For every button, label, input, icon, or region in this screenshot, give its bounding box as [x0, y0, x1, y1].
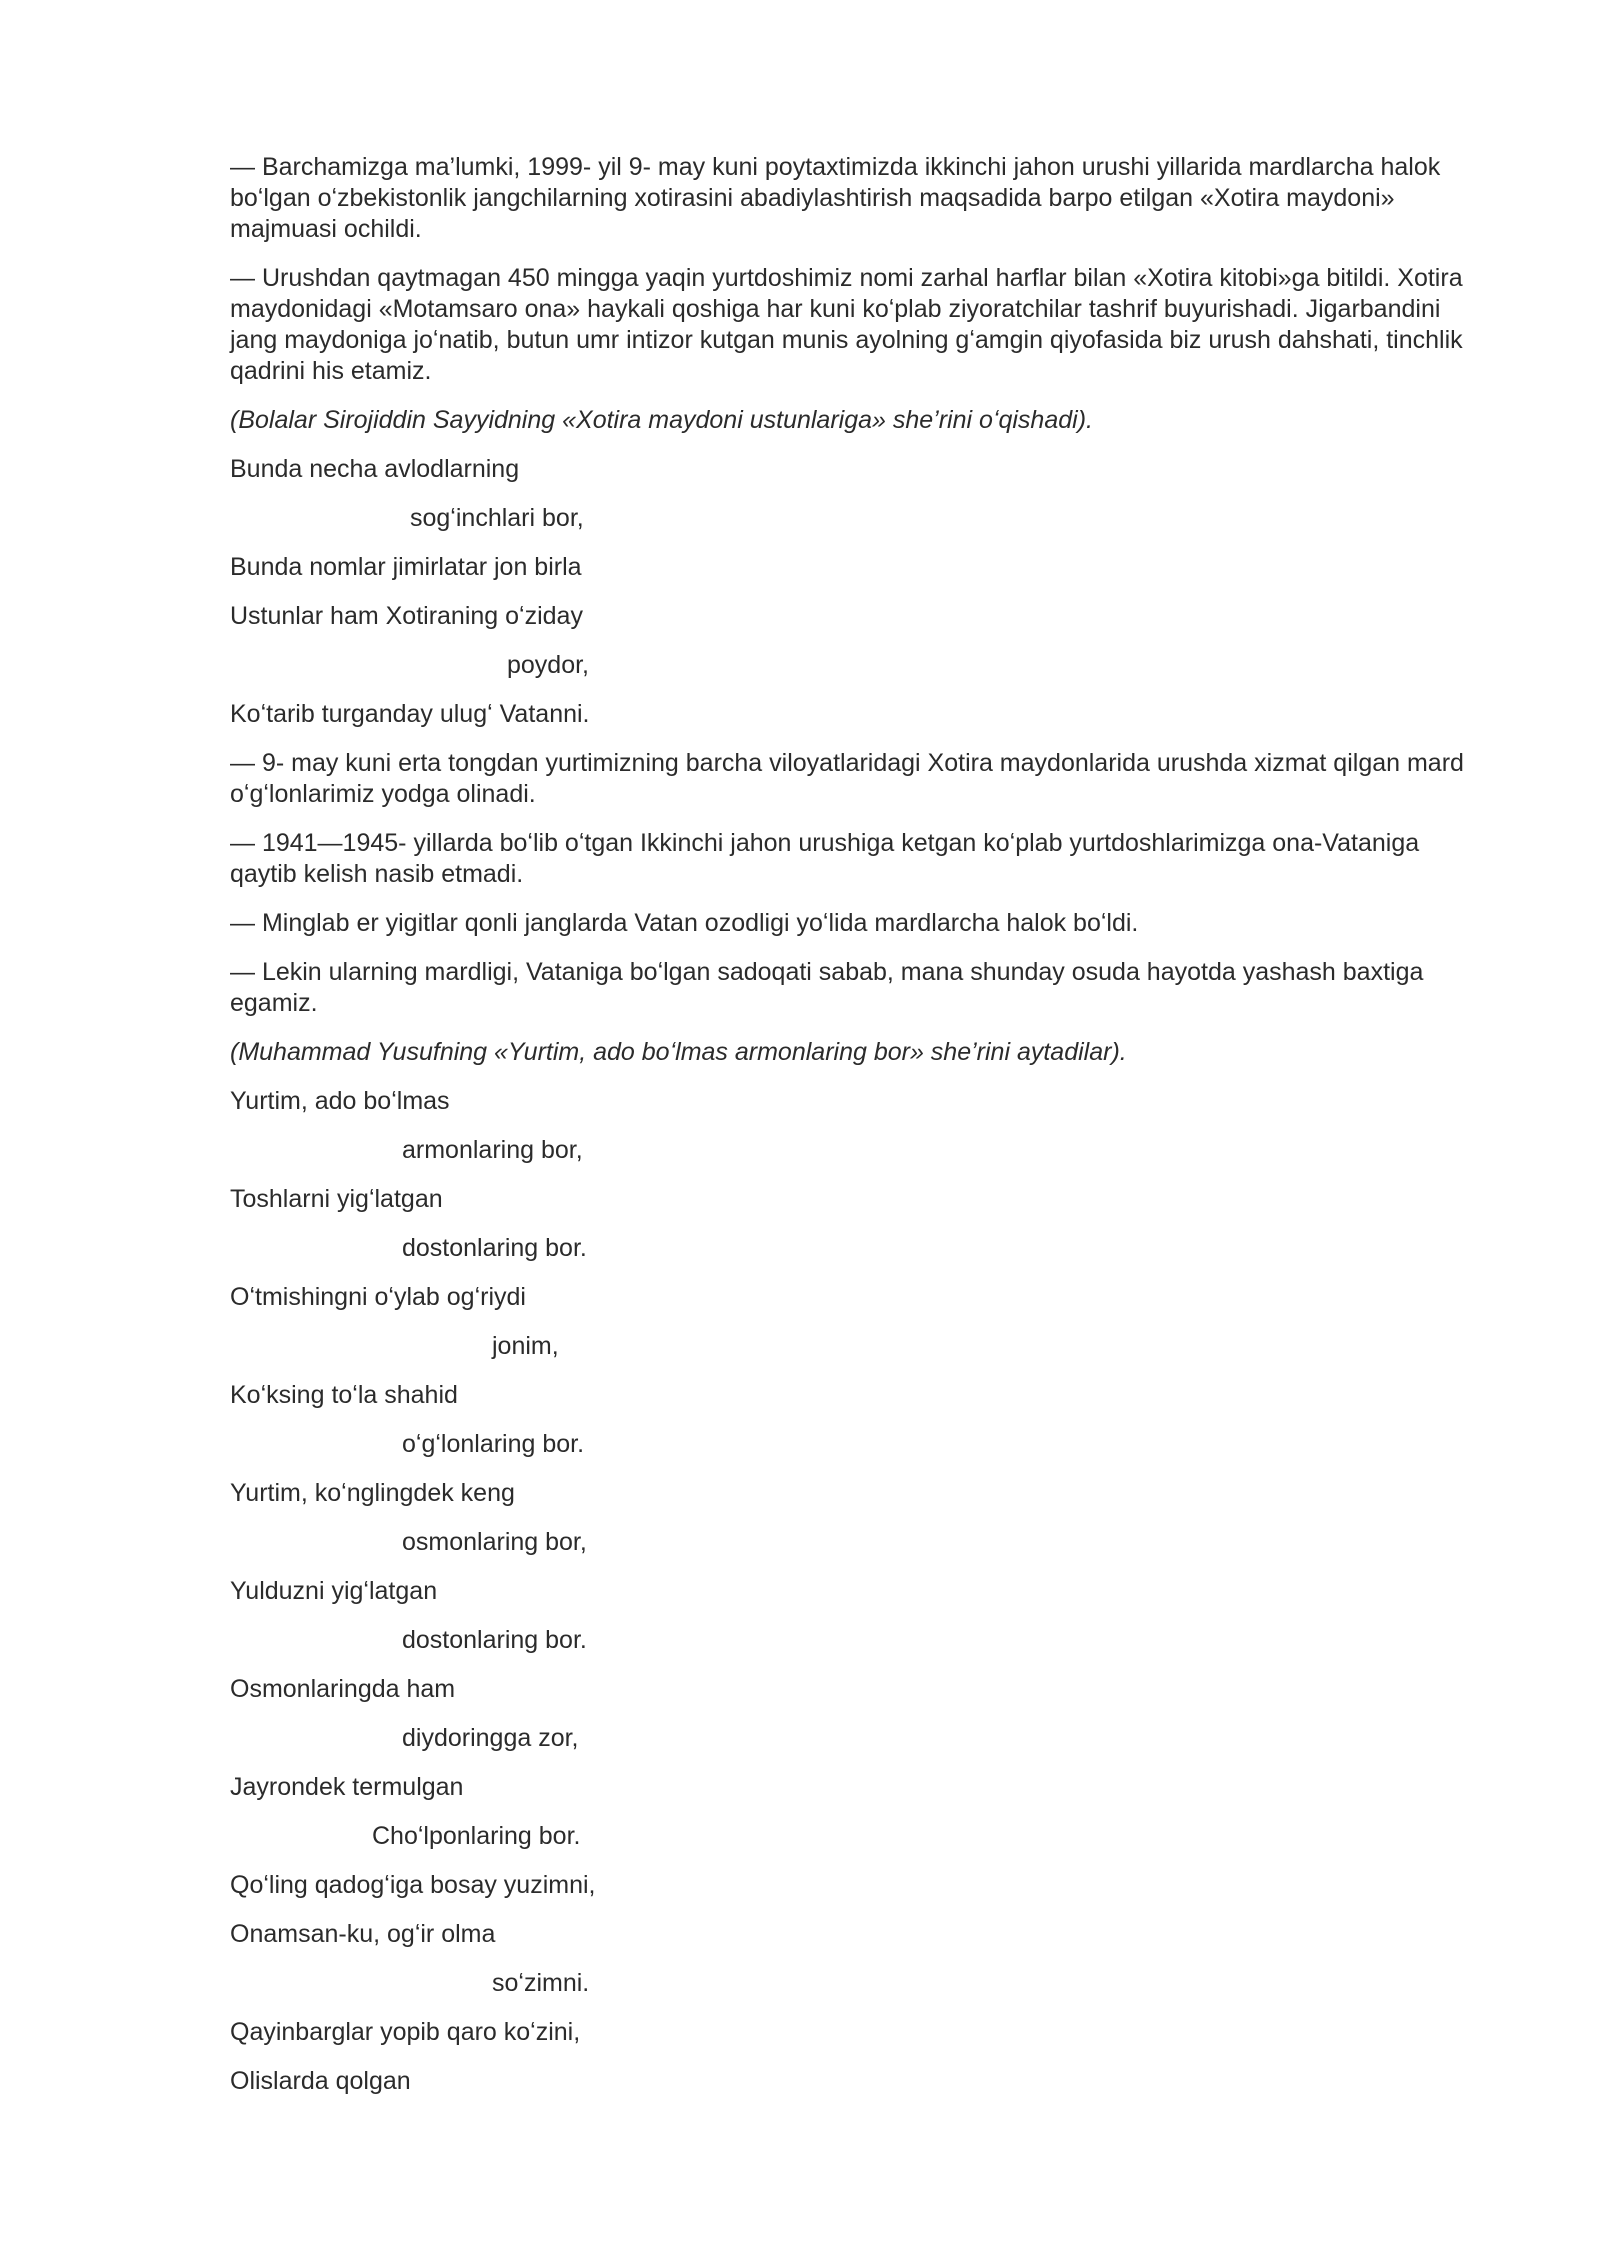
poem-2-line-11: Yulduzni yigʻlatgan — [230, 1577, 438, 1605]
poem-1-line-6: Koʻtarib turganday ulugʻ Vatanni. — [230, 700, 590, 728]
poem-1-line-2: sogʻinchlari bor, — [410, 504, 584, 532]
poem-2-line-2: armonlaring bor, — [402, 1136, 583, 1164]
poem-2-line-5: Oʻtmishingni oʻylab ogʻriydi — [230, 1283, 526, 1311]
poem-2-line-17: Qoʻling qadogʻiga bosay yuzimni, — [230, 1871, 596, 1899]
paragraph-minglab: — Minglab er yigitlar qonli janglarda Vatan ozodligi yoʻlida mardlarcha halok boʻldi. — [230, 909, 1139, 937]
poem-2-line-14: diydoringga zor, — [402, 1724, 579, 1752]
poem-2-line-15: Jayrondek termulgan — [230, 1773, 464, 1801]
paragraph-may-9: — 9- may kuni erta tongdan yurtimizning barcha viloyatlaridagi Xotira maydonlarida urushda xizmat qilgan mard oʻgʻlonlarimiz yodga olinadi. — [230, 749, 1464, 808]
paragraph-memorial-opening: — Barchamizga ma’lumki, 1999- yil 9- may kuni poytaxtimizda ikkinchi jahon urushi yillarida mardlarcha halok boʻlgan oʻzbekistonlik jangchilarning xotirasini abadiylashtirish maqsadida barpo etilgan «Xotira maydoni» majmuasi ochildi. — [230, 153, 1441, 243]
poem-2-line-3: Toshlarni yigʻlatgan — [230, 1185, 443, 1213]
poem-1-line-5: poydor, — [507, 651, 590, 679]
poem-2-line-19: soʻzimni. — [492, 1969, 590, 1997]
poem-2-line-4: dostonlaring bor. — [402, 1234, 587, 1262]
poem-1-line-3: Bunda nomlar jimirlatar jon birla — [230, 553, 582, 581]
poem-1-line-1: Bunda necha avlodlarning — [230, 455, 520, 483]
poem-2-line-1: Yurtim, ado boʻlmas — [230, 1087, 450, 1115]
poem-2-line-18: Onamsan-ku, ogʻir olma — [230, 1920, 496, 1948]
poem-2-line-20: Qayinbarglar yopib qaro koʻzini, — [230, 2018, 581, 2046]
paragraph-book-of-memory: — Urushdan qaytmagan 450 mingga yaqin yurtdoshimiz nomi zarhal harflar bilan «Xotira kitobi»ga bitildi. Xotira maydonidagi «Motamsaro ona» haykali qoshiga har kuni koʻplab ziyoratchilar tashrif buyurishadi. Jigarbandini jang maydoniga joʻnatib, butun umr intizor kutgan munis ayolning gʻamgin qiyofasida biz urush dahshati, tinchlik qadrini his etamiz. — [230, 264, 1463, 385]
paragraph-lekin: — Lekin ularning mardligi, Vataniga boʻlgan sadoqati sabab, mana shunday osuda hayotda yashash baxtiga egamiz. — [230, 958, 1424, 1017]
stage-direction-poem-1: (Bolalar Sirojiddin Sayyidning «Xotira maydoni ustunlariga» she’rini oʻqishadi). — [230, 406, 1093, 434]
poem-2-line-6: jonim, — [492, 1332, 559, 1360]
poem-2-line-9: Yurtim, koʻnglingdek keng — [230, 1479, 515, 1507]
poem-1-line-4: Ustunlar ham Xotiraning oʻziday — [230, 602, 583, 630]
poem-2-line-21: Olislarda qolgan — [230, 2067, 411, 2095]
poem-2-line-16: Choʻlponlaring bor. — [372, 1822, 581, 1850]
stage-direction-poem-2: (Muhammad Yusufning «Yurtim, ado boʻlmas armonlaring bor» she’rini aytadilar). — [230, 1038, 1127, 1066]
poem-2-line-7: Koʻksing toʻla shahid — [230, 1381, 458, 1409]
paragraph-1941-1945: — 1941—1945- yillarda boʻlib oʻtgan Ikkinchi jahon urushiga ketgan koʻplab yurtdoshlarimizga ona-Vataniga qaytib kelish nasib etmadi. — [230, 829, 1420, 888]
poem-2-line-12: dostonlaring bor. — [402, 1626, 587, 1654]
poem-2-line-10: osmonlaring bor, — [402, 1528, 587, 1556]
poem-2-line-13: Osmonlaringda ham — [230, 1675, 456, 1703]
poem-2-line-8: oʻgʻlonlaring bor. — [402, 1430, 585, 1458]
document-page — [230, 152, 1492, 2115]
